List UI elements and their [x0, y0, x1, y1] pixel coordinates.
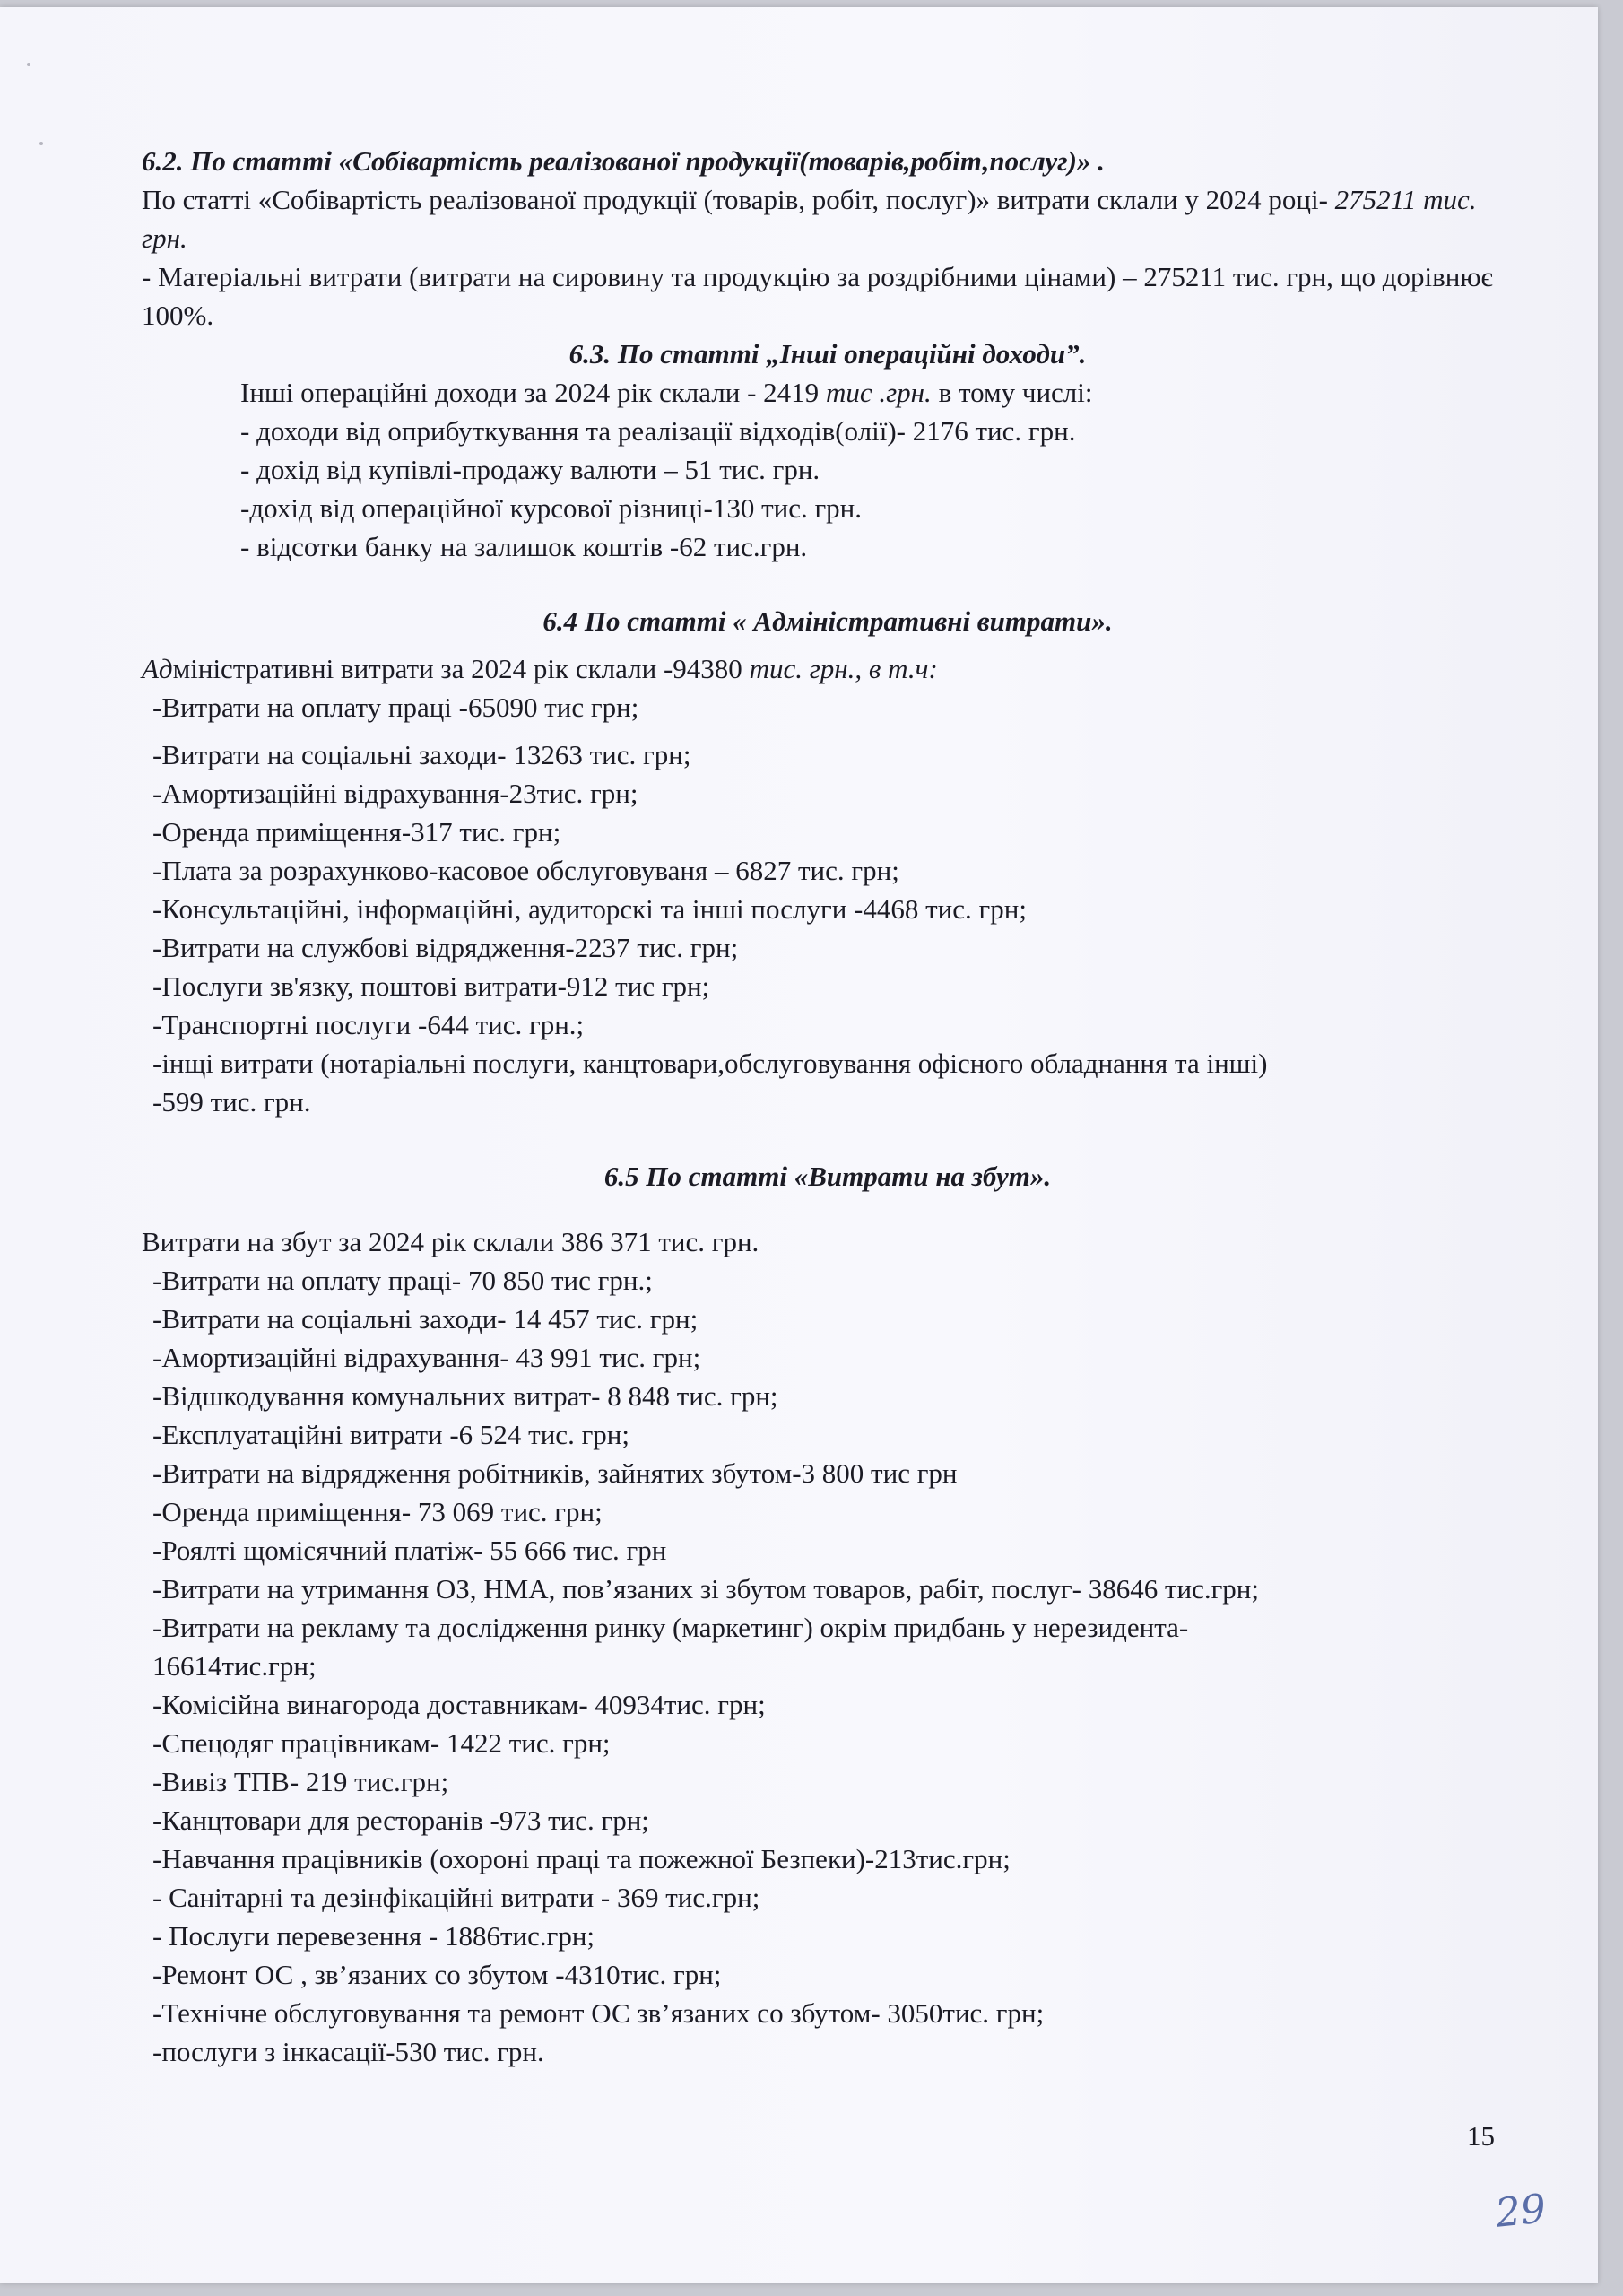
section-6-4-heading: 6.4 По статті « Адміністративні витрати».: [542, 605, 1113, 637]
list-item: -послуги з інкасації-530 тис. грн.: [152, 2036, 544, 2067]
list-item: -Витрати на соціальні заходи- 14 457 тис. грн;: [152, 1303, 699, 1335]
list-item: -Роялті щомісячний платіж- 55 666 тис. грн: [152, 1535, 667, 1566]
list-item: -Спецодяг працівникам- 1422 тис. грн;: [152, 1727, 611, 1759]
list-item: -Експлуатаційні витрати -6 524 тис. грн;: [152, 1419, 629, 1450]
section-6-4-intro: Адміністративні витрати за 2024 рік склали -94380 тис. грн., в т.ч:: [142, 653, 938, 684]
list-item: 16614тис.грн;: [152, 1650, 317, 1682]
list-item: -Витрати на службові відрядження-2237 тис. грн;: [152, 932, 739, 963]
list-item: -Консультаційні, інформаційні, аудиторскі та інші послуги -4468 тис. грн;: [152, 893, 1027, 925]
list-item: - Санітарні та дезінфікаційні витрати - 369 тис.грн;: [152, 1882, 760, 1913]
section-6-2-text: По статті «Собівартість реалізованої продукції (товарів, робіт, послуг)» витрати склали у 2024 році- 275211 тис. грн.: [142, 184, 1477, 254]
document-body: [142, 142, 1514, 2071]
list-item: - дохід від купівлі-продажу валюти – 51 тис. грн.: [240, 454, 820, 485]
list-item: -дохід від операційної курсової різниці-130 тис. грн.: [240, 492, 863, 524]
list-item: -Плата за розрахунково-касовое обслуговуваня – 6827 тис. грн;: [152, 855, 899, 886]
list-item: -Технічне обслуговування та ремонт ОС зв’язаних со збутом- 3050тис. грн;: [152, 1997, 1045, 2029]
section-6-5-heading: 6.5 По статті «Витрати на збут».: [603, 1161, 1052, 1192]
list-item: -Оренда приміщення- 73 069 тис. грн;: [152, 1496, 603, 1527]
list-item: - доходи від оприбуткування та реалізації відходів(олії)- 2176 тис. грн.: [240, 415, 1076, 447]
list-item: -інщі витрати (нотаріальні послуги, канцтовари,обслуговування офісного обладнання та інші): [152, 1048, 1268, 1079]
scan-speck: [39, 142, 43, 145]
scan-speck: [27, 63, 30, 66]
section-6-2-materials: - Матеріальні витрати (витрати на сировину та продукцію за роздрібними цінами) – 275211 тис. грн, що дорівнює 100%.: [142, 261, 1493, 331]
list-item: -Навчання працівників (охороні праці та пожежної Безпеки)-213тис.грн;: [152, 1843, 1011, 1874]
list-item: -Витрати на утримання ОЗ, НМА, пов’язаних зі збутом товаров, рабіт, послуг- 38646 тис.грн;: [152, 1573, 1260, 1605]
handwritten-page-number: 29: [1493, 2186, 1549, 2237]
list-item: -Канцтовари для ресторанів -973 тис. грн;: [152, 1805, 649, 1836]
section-6-3-intro: Інші операційні доходи за 2024 рік склали - 2419 тис .грн. в тому числі:: [240, 377, 1093, 408]
list-item: - Послуги перевезення - 1886тис.грн;: [152, 1920, 595, 1952]
section-6-4-list: [142, 688, 1514, 1121]
list-item: -Вивіз ТПВ- 219 тис.грн;: [152, 1766, 449, 1797]
section-6-5-intro: Витрати на збут за 2024 рік склали 386 371 тис. грн.: [142, 1226, 759, 1257]
list-item: - відсотки банку на залишок коштів -62 тис.грн.: [240, 531, 808, 562]
page-number: 15: [1467, 2120, 1495, 2152]
scanned-page: [0, 7, 1598, 2283]
section-6-3-body: [142, 373, 1514, 566]
list-item: -Відшкодування комунальних витрат- 8 848 тис. грн;: [152, 1380, 778, 1412]
list-item: -Послуги зв'язку, поштові витрати-912 тис грн;: [152, 970, 710, 1002]
list-item: -Витрати на соціальні заходи- 13263 тис. грн;: [152, 739, 691, 770]
section-6-5-list: [142, 1261, 1514, 2071]
section-6-2-heading: 6.2. По статті «Собівартість реалізованої продукції(товарів,робіт,послуг)» .: [142, 145, 1105, 177]
list-item: -Комісійна винагорода доставникам- 40934тис. грн;: [152, 1689, 766, 1720]
list-item: -Витрати на оплату праці -65090 тис грн;: [152, 691, 639, 723]
list-item: -Амортизаційні відрахування- 43 991 тис. грн;: [152, 1342, 701, 1373]
list-item: -Витрати на рекламу та дослідження ринку (маркетинг) окрім придбань у нерезидента-: [152, 1612, 1189, 1643]
list-item: -Амортизаційні відрахування-23тис. грн;: [152, 778, 638, 809]
list-item: -Витрати на відрядження робітників, зайнятих збутом-3 800 тис грн: [152, 1457, 958, 1489]
list-item: -Ремонт ОС , зв’язаних со збутом -4310тис. грн;: [152, 1959, 722, 1990]
list-item: -Транспортні послуги -644 тис. грн.;: [152, 1009, 585, 1040]
list-item: -Витрати на оплату праці- 70 850 тис грн.;: [152, 1265, 653, 1296]
list-item: -599 тис. грн.: [152, 1086, 311, 1118]
list-item: -Оренда приміщення-317 тис. грн;: [152, 816, 561, 848]
section-6-3-heading: 6.3. По статті „Інші операційні доходи”.: [568, 338, 1087, 370]
